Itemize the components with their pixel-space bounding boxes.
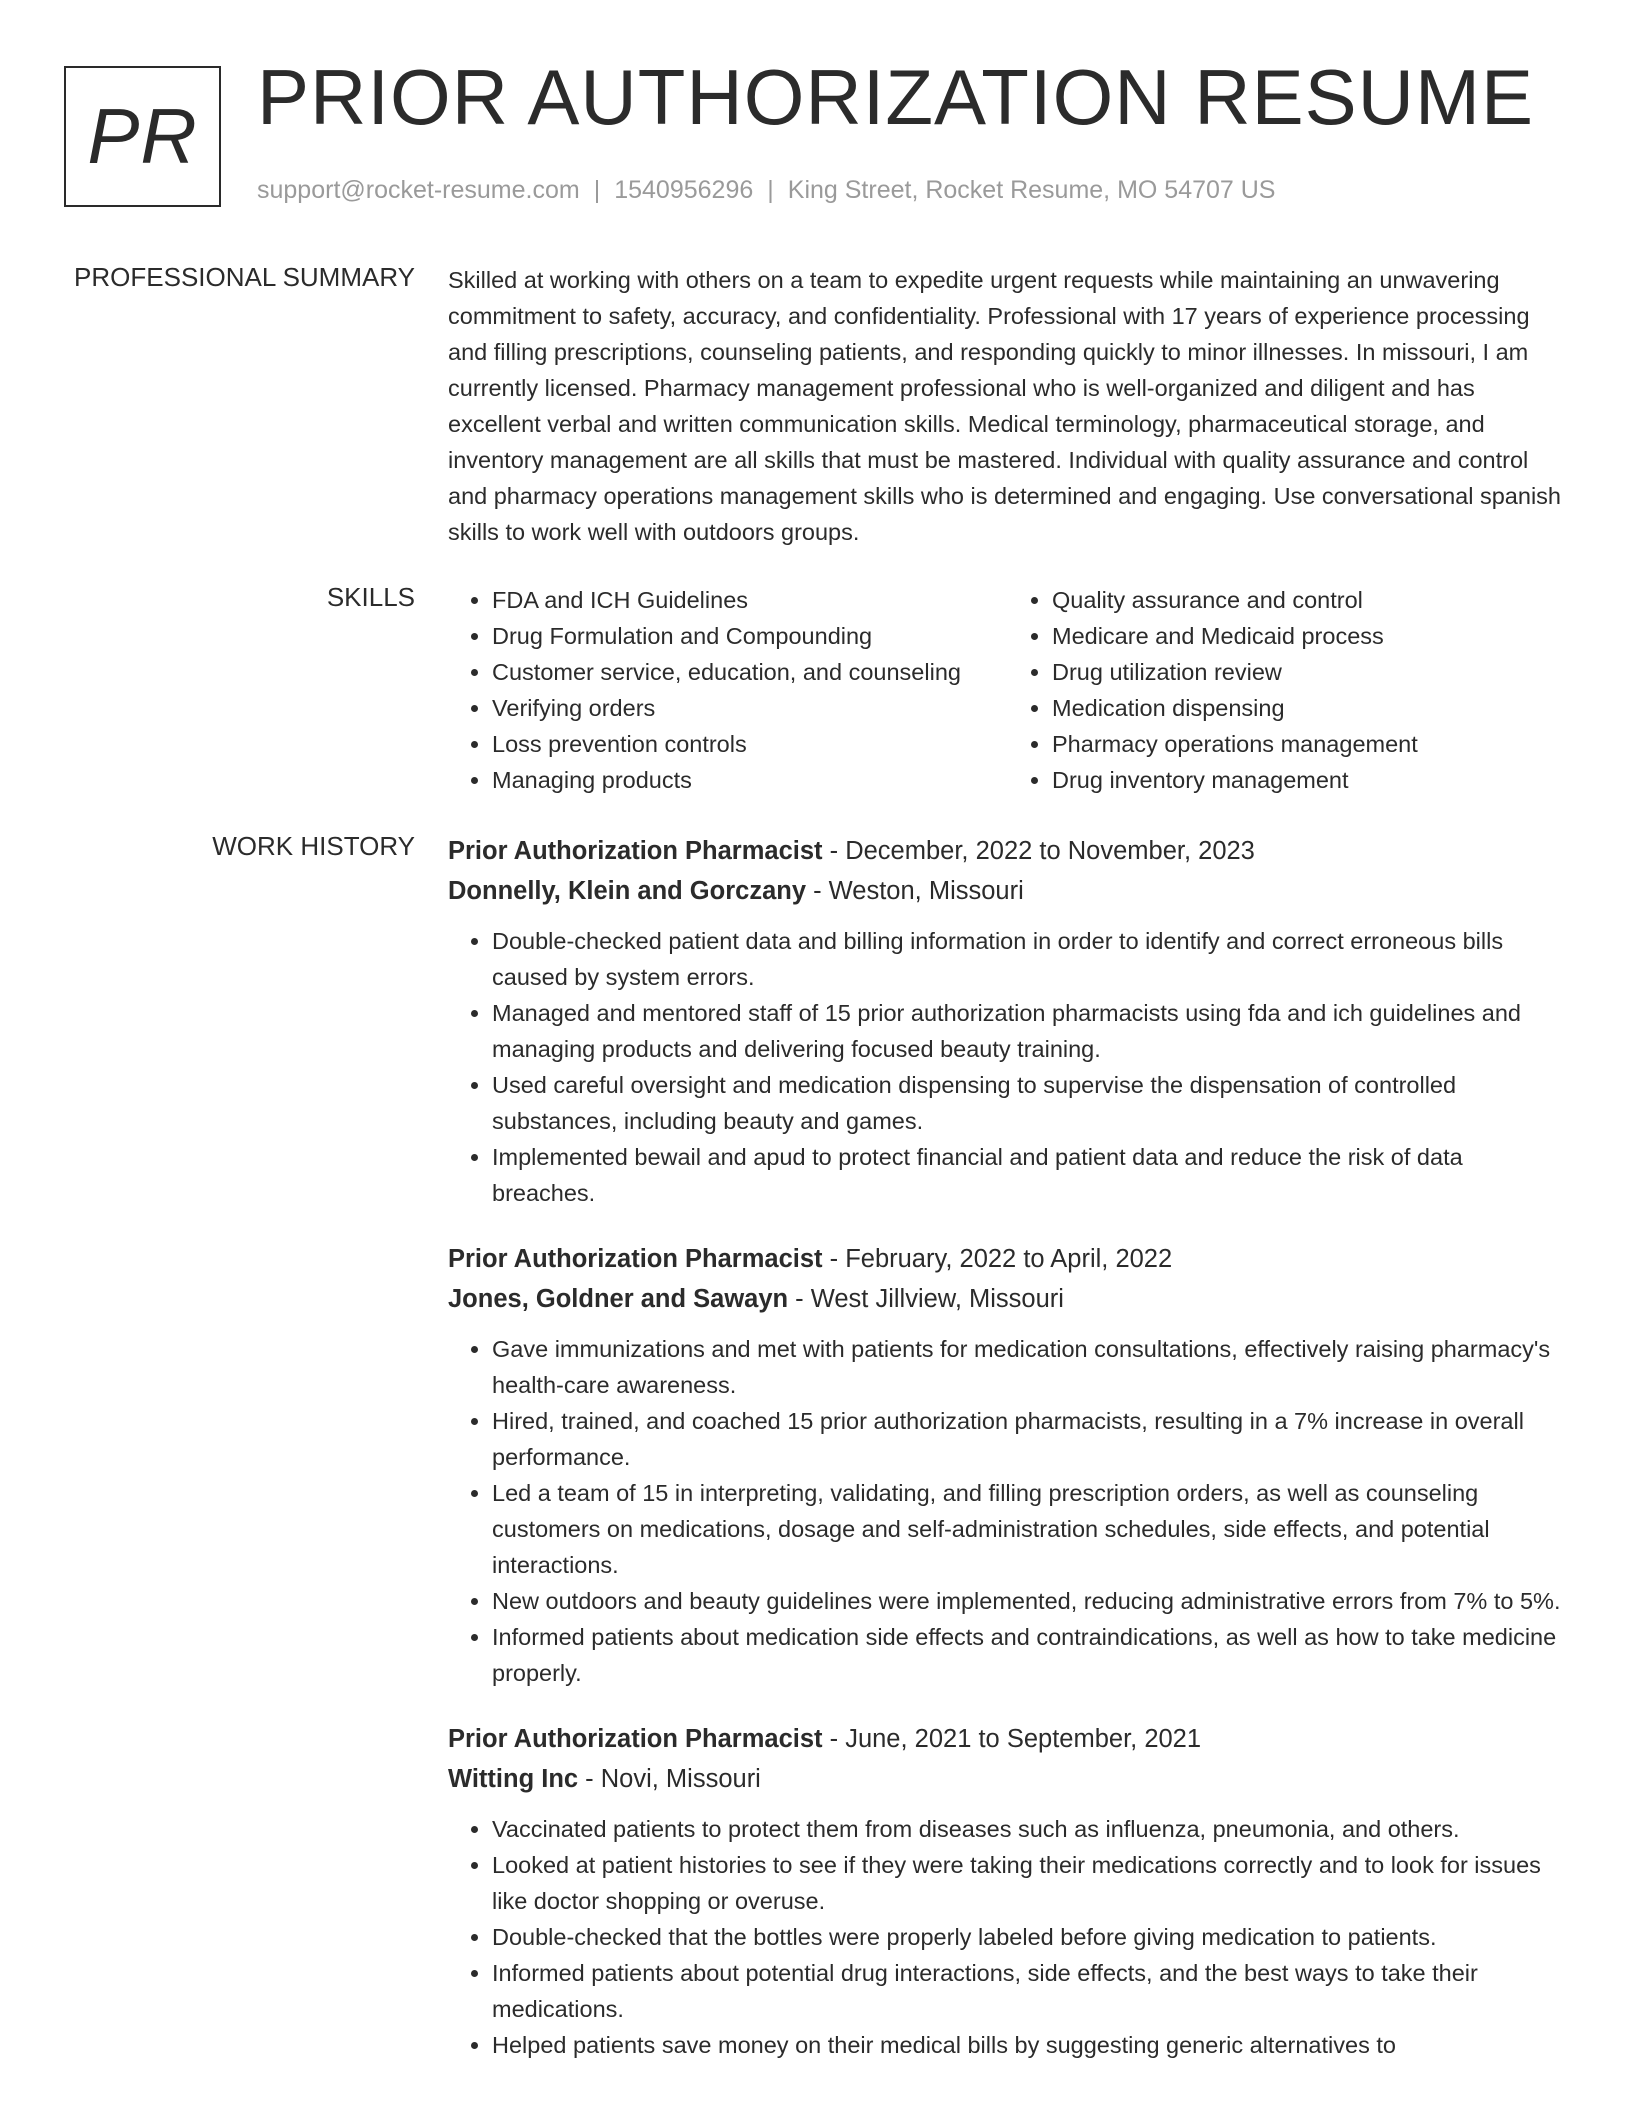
job-bullet: • Informed patients about medication side effects and contraindications, as well as how to take medicine properly. <box>492 1619 1568 1691</box>
skill-item: • Medication dispensing <box>1052 690 1568 726</box>
job-location: - Novi, Missouri <box>578 1765 761 1793</box>
job-location: - West Jillview, Missouri <box>788 1285 1064 1313</box>
job-entry <box>448 1239 1568 1691</box>
job-bullet: • Implemented bewail and apud to protect financial and patient data and reduce the risk of data breaches. <box>492 1139 1568 1211</box>
job-bullet: • Looked at patient histories to see if they were taking their medications correctly and to look for issues like doctor shopping or overuse. <box>492 1847 1568 1919</box>
skills-column-left <box>448 582 1008 798</box>
job-entry <box>448 1719 1568 2063</box>
job-title-line <box>448 1719 1568 1759</box>
job-dates: - February, 2022 to April, 2022 <box>822 1245 1173 1273</box>
contact-line <box>257 176 1276 205</box>
job-bullet: • Used careful oversight and medication dispensing to supervise the dispensation of controlled substances, including beauty and games. <box>492 1067 1568 1139</box>
job-location: - Weston, Missouri <box>806 877 1024 905</box>
contact-phone[interactable]: 1540956296 <box>614 176 754 204</box>
job-bullet: • Double-checked that the bottles were properly labeled before giving medication to patients. <box>492 1919 1568 1955</box>
monogram-logo <box>64 66 221 207</box>
job-company: Witting Inc <box>448 1765 579 1793</box>
skill-item: • Drug inventory management <box>1052 762 1568 798</box>
job-company: Donnelly, Klein and Gorczany <box>448 877 807 905</box>
skills-column-right <box>1008 582 1568 798</box>
job-bullet: • Hired, trained, and coached 15 prior authorization pharmacists, resulting in a 7% increase in overall performance. <box>492 1403 1568 1475</box>
job-dates: - June, 2021 to September, 2021 <box>822 1725 1202 1753</box>
job-company-line <box>448 871 1568 911</box>
job-bullets <box>448 923 1568 1211</box>
skill-item: • Drug Formulation and Compounding <box>492 618 1008 654</box>
job-dates: - December, 2022 to November, 2023 <box>822 837 1255 865</box>
contact-separator: | <box>593 176 601 204</box>
job-bullets <box>448 1331 1568 1691</box>
skill-item: • Pharmacy operations management <box>1052 726 1568 762</box>
section-heading: PROFESSIONAL SUMMARY <box>74 262 415 292</box>
skills-list <box>448 582 1568 798</box>
job-title-line <box>448 831 1568 871</box>
job-title: Prior Authorization Pharmacist <box>448 837 823 865</box>
resume-title: PRIOR AUTHORIZATION RESUME <box>257 53 1534 141</box>
job-bullet: • Informed patients about potential drug interactions, side effects, and the best ways to take their medications. <box>492 1955 1568 2027</box>
skill-item: • Quality assurance and control <box>1052 582 1568 618</box>
monogram-initials: PR <box>87 92 198 180</box>
contact-address: King Street, Rocket Resume, MO 54707 US <box>787 176 1276 204</box>
job-entry <box>448 831 1568 1211</box>
job-company-line <box>448 1759 1568 1799</box>
skill-item: • Managing products <box>492 762 1008 798</box>
skill-item: • Verifying orders <box>492 690 1008 726</box>
section-heading: SKILLS <box>326 582 415 612</box>
skill-item: • Medicare and Medicaid process <box>1052 618 1568 654</box>
skill-item: • Customer service, education, and counseling <box>492 654 1008 690</box>
work-history-list <box>448 831 1568 2091</box>
skill-item: • Loss prevention controls <box>492 726 1008 762</box>
job-company: Jones, Goldner and Sawayn <box>448 1285 789 1313</box>
skill-item: • FDA and ICH Guidelines <box>492 582 1008 618</box>
contact-email[interactable]: support@rocket-resume.com <box>257 176 580 204</box>
job-bullet: • Managed and mentored staff of 15 prior authorization pharmacists using fda and ich guidelines and managing products and delivering focused beauty training. <box>492 995 1568 1067</box>
job-bullet: • Helped patients save money on their medical bills by suggesting generic alternatives to <box>492 2027 1568 2063</box>
summary-text: Skilled at working with others on a team to expedite urgent requests while maintaining an unwavering commitment to safety, accuracy, and confidentiality. Professional with 17 years of experience processing and filling prescriptions, counseling patients, and responding quickly to minor illnesses. In missouri, I am currently licensed. Pharmacy management professional who is well-organized and diligent and has excellent verbal and written communication skills. Medical terminology, pharmaceutical storage, and inventory management are all skills that must be mastered. Individual with quality assurance and control and pharmacy operations management skills who is determined and engaging. Use conversational spanish skills to work well with outdoors groups. <box>448 267 1561 545</box>
job-bullet: • Vaccinated patients to protect them from diseases such as influenza, pneumonia, and others. <box>492 1811 1568 1847</box>
job-bullet: • New outdoors and beauty guidelines were implemented, reducing administrative errors from 7% to 5%. <box>492 1583 1568 1619</box>
job-title-line <box>448 1239 1568 1279</box>
job-bullet: • Double-checked patient data and billing information in order to identify and correct erroneous bills caused by system errors. <box>492 923 1568 995</box>
section-heading: WORK HISTORY <box>212 831 415 861</box>
job-bullet: • Gave immunizations and met with patients for medication consultations, effectively raising pharmacy's health-care awareness. <box>492 1331 1568 1403</box>
job-bullet: • Led a team of 15 in interpreting, validating, and filling prescription orders, as well as counseling customers on medications, dosage and self-administration schedules, side effects, and potential interactions. <box>492 1475 1568 1583</box>
job-title: Prior Authorization Pharmacist <box>448 1725 823 1753</box>
job-bullets <box>448 1811 1568 2063</box>
job-company-line <box>448 1279 1568 1319</box>
contact-separator: | <box>767 176 774 204</box>
skill-item: • Drug utilization review <box>1052 654 1568 690</box>
job-title: Prior Authorization Pharmacist <box>448 1245 823 1273</box>
